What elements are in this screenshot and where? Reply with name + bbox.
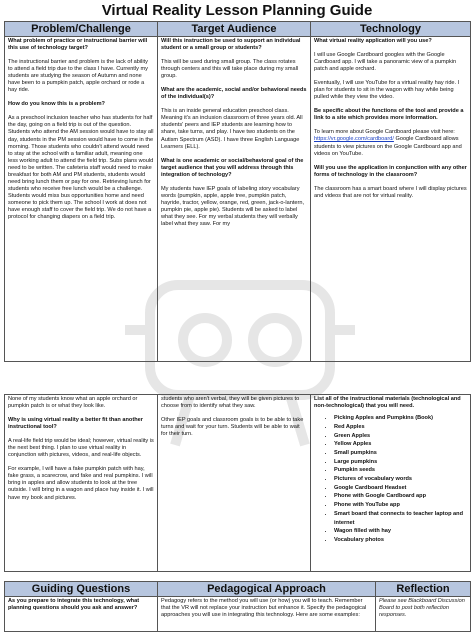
materials-list-item: • Green Apples <box>334 432 467 441</box>
answer-turn-taking: Other IEP goals and classroom goals is to be able to take turns and wait for your turn. Students will be able to wait for their turn. <box>161 417 304 438</box>
answer-why-vr: A real-life field trip would be ideal; however, virtual reality is the next best thing. I plan to use virtual reality in conjunction with pictures, videos, and real-life objects. <box>8 438 154 459</box>
materials-list-item: • Large pumpkins <box>334 458 467 467</box>
materials-list-item: • Red Apples <box>334 423 467 432</box>
answer-tool-functions-detail: Google Cardboard allows students to view pictures on the Google Cardboard app and videos on YouTube. <box>314 136 462 157</box>
answer-tool-functions <box>314 129 467 157</box>
answer-vr-application: I will use Google Cardboard googles with the Google Cardboard app. I will take a panoramic view of a pumpkin patch and apple orchard. <box>314 52 457 73</box>
question-needs: What are the academic, social and/or behavioral needs of the individual(s)? <box>161 87 307 101</box>
materials-list-item: • Picking Apples and Pumpkins (Book) <box>334 414 467 423</box>
materials-list-item: • Smart board that connects to teacher laptop and internet <box>334 510 467 527</box>
planning-table-part2 <box>4 394 471 572</box>
cell-problem-continued <box>5 395 158 572</box>
answer-how-know: As a preschool inclusion teacher who has students for half the day, going on a field trip is out of the question. Students who attend the AM session would have to stay all day, students in the PM session would have to come in the morning. Those students who couldn't attend would need to stay at the school with a familiar adult, meaning one less working adult to attend the field trip. Subs plans would need to be written. The cafeteria staff would need to make breakfast for both AM and PM students, students would need bring lunch them or pay for one. Retrieving lunch for students who receive free lunch would be a challenge. Students would miss bus opportunities home and need someone to pick them up. The school I work at does not have enough staff to cover the field trip. We do not have a protocol for changing diapers on a field trip. <box>8 115 154 221</box>
answer-other-tech: The classroom has a smart board where I will display pictures and videos that are not for virtual reality. <box>314 185 467 199</box>
question-goal: What is one academic or social/behavioral goal of the target audience that you will address through this integration of technology? <box>161 157 304 178</box>
planning-table-part3 <box>4 581 471 632</box>
question-how-know: How do you know this is a problem? <box>8 101 105 108</box>
materials-list-item: • Google Cardboard Headset <box>334 484 467 493</box>
materials-list-item: • Phone with Google Cardboard app <box>334 492 467 501</box>
cell-target <box>158 37 311 362</box>
answer-students-unfamiliar: None of my students know what an apple orchard or pumpkin patch is or what they look like. <box>8 396 138 410</box>
materials-list-item: • Small pumpkins <box>334 449 467 458</box>
cell-problem <box>5 37 158 362</box>
cardboard-link[interactable]: https://vr.google.com/cardboard/ <box>314 136 394 143</box>
header-pedagogical-approach: Pedagogical Approach <box>158 582 376 597</box>
materials-list-item: • Vocabulary photos <box>334 536 467 545</box>
question-materials: List all of the instructional materials (technological and non-technological) that you will need. <box>314 396 461 410</box>
answer-needs: This is an inside general education preschool class. Meaning it's an inclusion classroom of three years old. All students' peers and IEP students are learning how to share, take turns, and play. I have two students on the Autism Spectrum (ASD). I have three English Language Learners (ELL). <box>161 108 303 150</box>
answer-problem-barrier: The instructional barrier and problem is the lack of ability to attend a field trip due to the class I have. Currently my students are studying the season of Autumn and none have been to a pumpkin patch, apple orchard or rode a hay ride. <box>8 59 148 94</box>
answer-tool-functions-intro: To learn more about Google Cardboard please visit here: <box>314 129 455 136</box>
header-target-audience: Target Audience <box>158 22 311 37</box>
cell-reflection: Please see Blackboard Discussion Board to post both reflection responses. <box>376 597 471 632</box>
cell-technology-continued <box>311 395 471 572</box>
header-problem-challenge: Problem/Challenge <box>5 22 158 37</box>
materials-list <box>314 414 467 545</box>
materials-list-item: • Yellow Apples <box>334 440 467 449</box>
cell-technology <box>311 37 471 362</box>
page-title: Virtual Reality Lesson Planning Guide <box>101 2 373 19</box>
materials-list-item: • Wagon filled with hay <box>334 527 467 536</box>
cell-target-continued <box>158 395 311 572</box>
materials-list-item: • Pumpkin seeds <box>334 466 467 475</box>
question-vr-application: What virtual reality application will you use? <box>314 38 432 44</box>
question-why-vr: Why is using virtual reality a better fit than another instructional tool? <box>8 417 143 431</box>
question-other-tech: Will you use the application in conjunction with any other forms of technology in the classroom? <box>314 164 467 178</box>
answer-goal: My students have IEP goals of labeling story vocabulary words (pumpkin, apple, apple tree, pumpkin patch, hayride, tractor, yellow, orange, red, green, jack-o-lantern, pumpkin pie, apple pie). Students will be asked to label what they see. For my verbal students they will verbally label what they saw. For my <box>161 185 305 227</box>
planning-table-part1 <box>4 21 471 362</box>
answer-youtube-hayride: Eventually, I will use YouTube for a virtual reality hay ride. I plan for students to sit in the wagon with hay while being pulled while they view the video. <box>314 80 460 101</box>
question-individual-or-group: Will this instruction be used to support an individual student or a small group or students? <box>161 38 301 52</box>
materials-list-item: • Pictures of vocabulary words <box>334 475 467 484</box>
header-reflection: Reflection <box>376 582 471 597</box>
materials-list-item: • Phone with YouTube app <box>334 501 467 510</box>
question-problem-barrier: What problem of practice or instructional barrier will this use of technology target? <box>8 38 148 52</box>
question-tool-functions: Be specific about the functions of the tool and provide a link to a site which provides more information. <box>314 108 464 122</box>
answer-example-setup: For example, I will have a fake pumpkin patch with hay, fake grass, a scarecrow, and fake and real pumpkins. I will bring in apples and allow students to look at the tree outside. I will bring in a wagon and place hay inside it. I will have my book and pictures. <box>8 466 154 501</box>
answer-nonverbal-students: students who aren't verbal, they will be given pictures to choose from to identify what they saw. <box>161 396 300 410</box>
answer-individual-or-group: This will be used during small group. The class rotates through centers and this will take place during my small group. <box>161 59 299 80</box>
header-technology: Technology <box>311 22 471 37</box>
cell-pedagogical-approach: Pedagogy refers to the method you will use (or how) you will to teach. Remember that the VR will not replace your instruction but enhance it. Specify the pedagogical approaches you will use in integrating this technology. Here are some examples: <box>158 597 376 632</box>
cell-guiding-questions: As you prepare to integrate this technology, what planning questions should you ask and answer? <box>5 597 158 632</box>
header-guiding-questions: Guiding Questions <box>5 582 158 597</box>
